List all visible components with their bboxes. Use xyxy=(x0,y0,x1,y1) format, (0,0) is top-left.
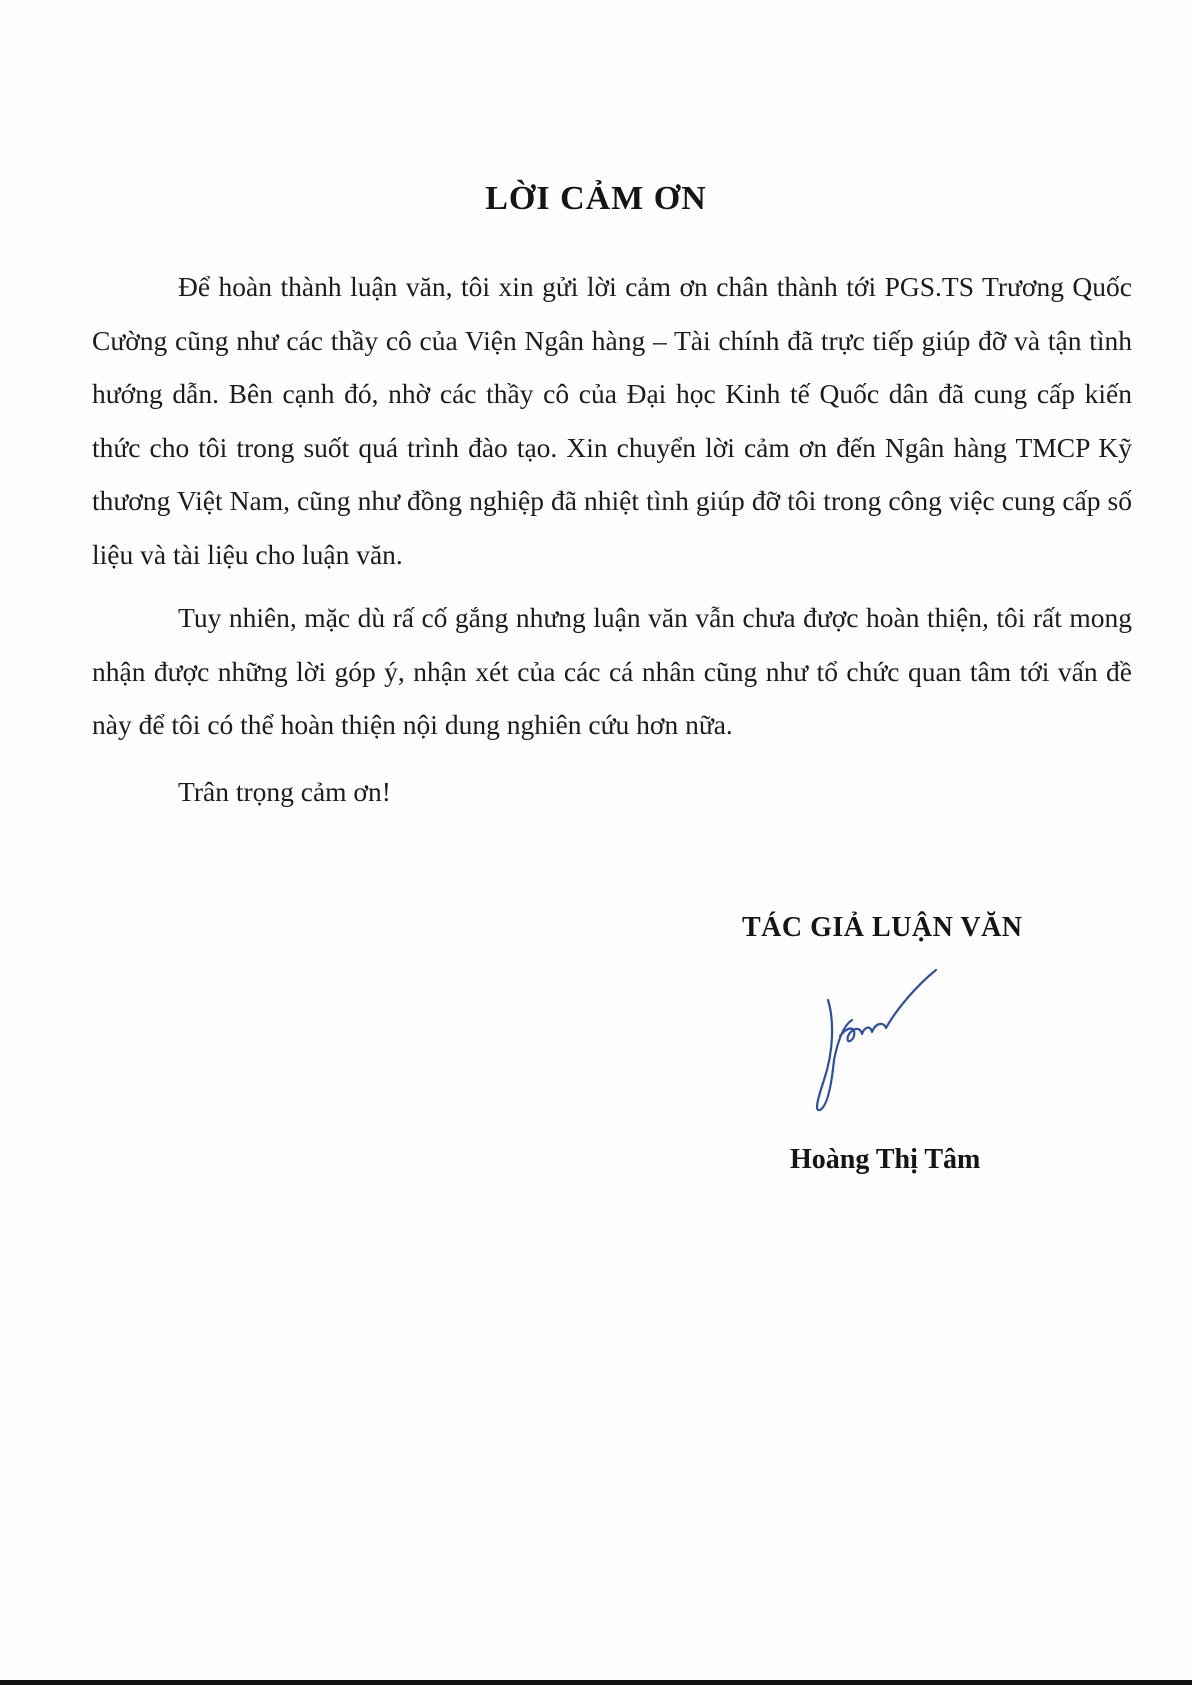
paragraph: Để hoàn thành luận văn, tôi xin gửi lời cảm ơn chân thành tới PGS.TS Trương Quốc Cường cũng như các thầy cô của Viện Ngân hàng – Tài chính đã trực tiếp giúp đỡ và tận tình hướng dẫn. Bên cạnh đó, nhờ các thầy cô của Đại học Kinh tế Quốc dân đã cung cấp kiến thức cho tôi trong suốt quá trình đào tạo. Xin chuyển lời cảm ơn đến Ngân hàng TMCP Kỹ thương Việt Nam, cũng như đồng nghiệp đã nhiệt tình giúp đỡ tôi trong công việc cung cấp số liệu và tài liệu cho luận văn. xyxy=(92,271,1132,570)
bottom-border xyxy=(0,1680,1192,1685)
author-name: Hoàng Thị Tâm xyxy=(790,1144,981,1175)
signature-icon xyxy=(800,940,950,1120)
page-title: LỜI CẢM ƠN xyxy=(485,180,707,217)
author-title: TÁC GIẢ LUẬN VĂN xyxy=(742,912,1023,943)
acknowledgement-body xyxy=(92,260,1132,762)
paragraph: Tuy nhiên, mặc dù rấ cố gắng nhưng luận văn vẫn chưa được hoàn thiện, tôi rất mong nhận được những lời góp ý, nhận xét của các cá nhân cũng như tổ chức quan tâm tới vấn đề này để tôi có thể hoàn thiện nội dung nghiên cứu hơn nữa. xyxy=(92,602,1132,740)
closing-line: Trân trọng cảm ơn! xyxy=(178,776,391,807)
